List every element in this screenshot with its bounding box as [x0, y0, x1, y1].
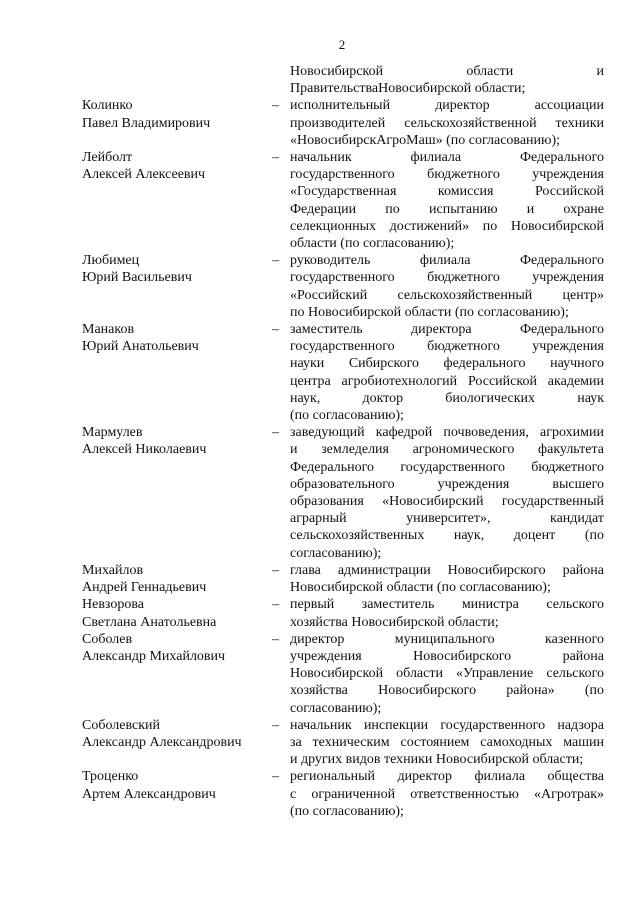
position-line: области (по согласованию);: [290, 236, 455, 252]
entry-dash: –: [272, 98, 279, 114]
entry-dash: –: [272, 717, 279, 733]
position-line: региональный директор филиала общества: [290, 769, 604, 785]
position-line: государственного бюджетного учреждения: [290, 339, 604, 355]
entry-dash: –: [272, 631, 279, 647]
position-line: науки Сибирского федерального научного: [290, 356, 604, 372]
position-line: глава администрации Новосибирского района: [290, 562, 604, 578]
member-given-names: Артем Александрович: [82, 786, 216, 802]
member-position: [290, 149, 604, 252]
member-given-names: Юрий Васильевич: [82, 270, 192, 286]
member-name: [82, 321, 272, 355]
position-line: наук, доктор биологических наук: [290, 390, 604, 406]
position-line: Новосибирской области (по согласованию);: [290, 580, 551, 596]
member-entry: [82, 424, 604, 562]
member-given-names: Юрий Анатольевич: [82, 339, 199, 355]
member-given-names: Павел Владимирович: [82, 115, 211, 131]
position-line: первый заместитель министра сельского: [290, 597, 604, 613]
member-name: [82, 717, 272, 751]
position-line: руководитель филиала Федерального: [290, 253, 604, 269]
description-line: Новосибирской области и: [290, 64, 604, 79]
position-line: Новосибирской области «Управление сельского: [290, 666, 604, 682]
member-surname: Троценко: [82, 769, 139, 785]
member-surname: Лейболт: [82, 150, 133, 166]
position-line: учреждения Новосибирского района: [290, 648, 604, 664]
member-surname: Михайлов: [82, 562, 144, 578]
member-entry: [82, 252, 604, 321]
position-line: образования «Новосибирский государственный: [290, 494, 604, 510]
member-position: [290, 768, 604, 820]
position-line: центра агробиотехнологий Российской академии: [290, 373, 604, 389]
entry-dash: –: [272, 597, 279, 613]
description-line: ПравительстваНовосибирской области;: [290, 81, 526, 97]
member-surname: Любимец: [82, 253, 140, 269]
entry-dash: –: [272, 425, 279, 441]
member-given-names: Андрей Геннадьевич: [82, 580, 207, 596]
member-name: [82, 562, 272, 596]
member-position: [290, 631, 604, 717]
entry-dash: –: [272, 150, 279, 166]
position-line: согласованию);: [290, 545, 382, 561]
member-given-names: Алексей Алексеевич: [82, 167, 206, 183]
member-name: [82, 596, 272, 630]
member-position: [290, 717, 604, 769]
position-line: с ограниченной ответственностью «Агротрак»: [290, 786, 604, 802]
page-number: 2: [338, 37, 346, 52]
position-line: производителей сельскохозяйственной техники: [290, 115, 604, 131]
member-position: [290, 97, 604, 149]
position-line: по Новосибирской области (по согласованию);: [290, 304, 569, 320]
position-line: директор муниципального казенного: [290, 631, 604, 647]
position-line: образовательного учреждения высшего: [290, 476, 604, 492]
position-line: начальник филиала Федерального: [290, 150, 604, 166]
member-name: [82, 768, 272, 802]
member-surname: Соболев: [82, 631, 133, 647]
member-position: [290, 562, 604, 596]
position-line: государственного бюджетного учреждения: [290, 167, 604, 183]
member-name: [82, 149, 272, 183]
entry-dash: –: [272, 769, 279, 785]
member-entry: [82, 596, 604, 630]
entry-dash: –: [272, 322, 279, 338]
member-given-names: Алексей Николаевич: [82, 442, 207, 458]
position-line: заместитель директора Федерального: [290, 322, 604, 338]
entry-dash: –: [272, 253, 279, 269]
member-entry: [82, 768, 604, 820]
member-given-names: Александр Александрович: [82, 734, 242, 750]
position-line: хозяйства Новосибирского района» (по: [290, 683, 604, 699]
member-name: [82, 252, 272, 286]
position-line: сельскохозяйственных наук, доцент (по: [290, 528, 604, 544]
member-position: [290, 424, 604, 562]
position-line: «Российский сельскохозяйственный центр»: [290, 287, 604, 303]
position-line: согласованию);: [290, 700, 382, 716]
position-line: Федерального государственного бюджетного: [290, 459, 604, 475]
position-line: исполнительный директор ассоциации: [290, 98, 604, 114]
member-name: [82, 631, 272, 665]
position-line: за техническим состоянием самоходных машин: [290, 734, 604, 750]
member-surname: Соболевский: [82, 717, 161, 733]
position-line: начальник инспекции государственного надзора: [290, 717, 604, 733]
position-line: и других видов техники Новосибирской области;: [290, 752, 584, 768]
position-line: «НовосибирскАгроМаш» (по согласованию);: [290, 132, 561, 148]
member-entry: [82, 631, 604, 717]
position-line: «Государственная комиссия Российской: [290, 184, 604, 200]
position-line: государственного бюджетного учреждения: [290, 270, 604, 286]
member-entry: [82, 149, 604, 252]
position-line: и земледелия агрономического факультета: [290, 442, 604, 458]
member-entry: [82, 97, 604, 149]
position-line: Федерации по испытанию и охране: [290, 201, 604, 217]
member-surname: Манаков: [82, 322, 135, 338]
position-line: (по согласованию);: [290, 803, 404, 819]
member-list: [82, 63, 604, 820]
position-line: аграрный университет», кандидат: [290, 511, 604, 527]
member-position: [290, 596, 604, 630]
member-name: [82, 424, 272, 458]
member-position: [290, 321, 604, 424]
position-line: (по согласованию);: [290, 408, 404, 424]
member-entry: [82, 717, 604, 769]
member-position: [290, 252, 604, 321]
member-entry: [82, 321, 604, 424]
member-surname: Мармулев: [82, 425, 143, 441]
member-given-names: Александр Михайлович: [82, 648, 226, 664]
member-surname: Колинко: [82, 98, 133, 114]
entry-description: [290, 63, 604, 97]
member-given-names: Светлана Анатольевна: [82, 614, 217, 630]
member-entry: [82, 562, 604, 596]
member-name: [82, 97, 272, 131]
entry-dash: –: [272, 562, 279, 578]
position-line: заведующий кафедрой почвоведения, агрохимии: [290, 425, 604, 441]
position-line: хозяйства Новосибирской области;: [290, 614, 499, 630]
position-line: селекционных достижений» по Новосибирской: [290, 218, 604, 234]
member-surname: Невзорова: [82, 597, 145, 613]
continuation-entry: [82, 63, 604, 97]
